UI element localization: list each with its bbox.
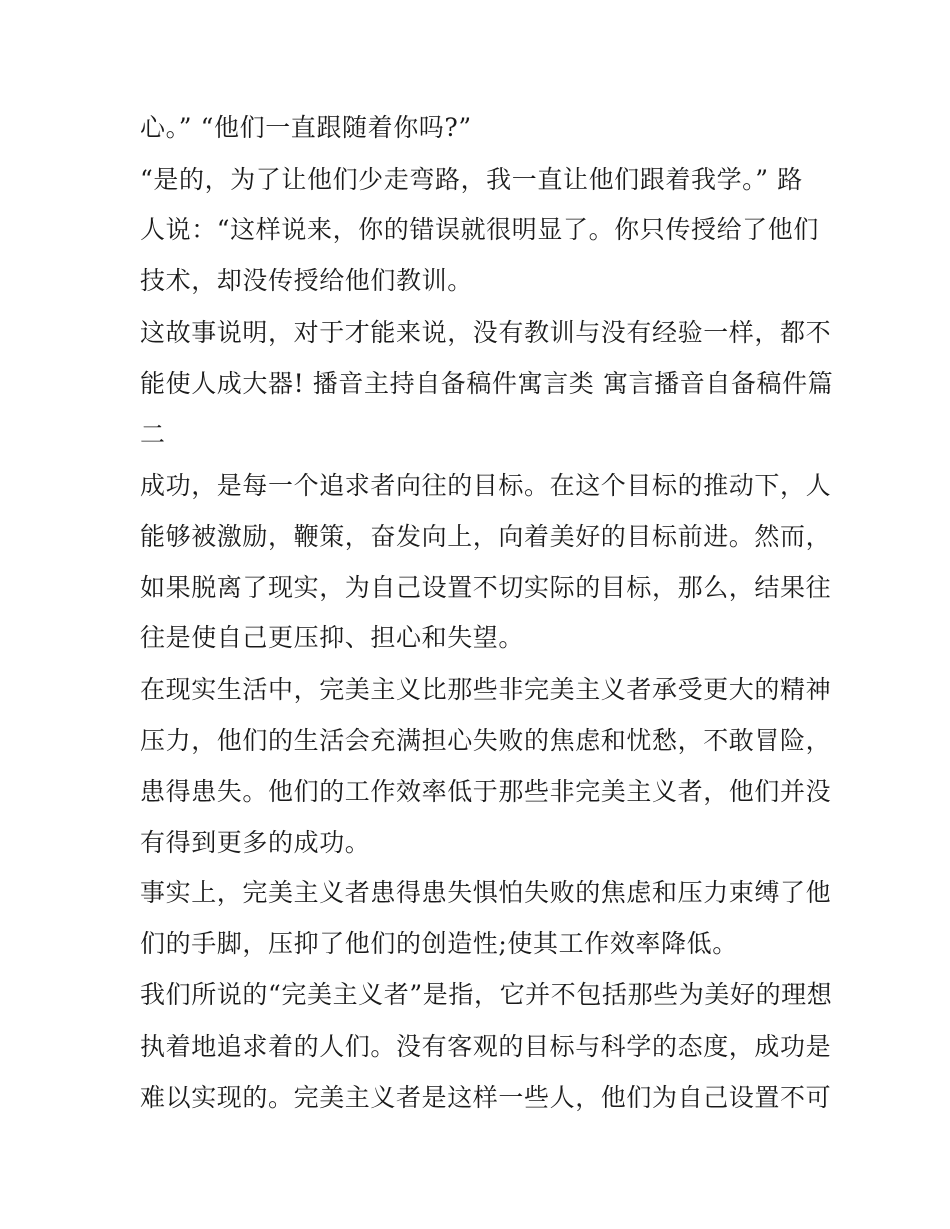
text-line: 我们所说的“完美主义者”是指，它并不包括那些为美好的理想 — [140, 980, 833, 1009]
text-line: 心。” “他们一直跟随着你吗?” — [140, 113, 472, 142]
text-line: 难以实现的。完美主义者是这样一些人，他们为自己设置不可 — [140, 1083, 832, 1112]
text-line: 能够被激励，鞭策，奋发向上，向着美好的目标前进。然而， — [140, 522, 832, 551]
text-line: 执着地追求着的人们。没有客观的目标与科学的态度，成功是 — [140, 1032, 832, 1061]
text-line: 们的手脚，压抑了他们的创造性;使其工作效率降低。 — [140, 929, 738, 958]
text-line: 压力，他们的生活会充满担心失败的焦虑和忧愁，不敢冒险， — [140, 726, 832, 755]
text-line: 人说：“这样说来，你的错误就很明显了。你只传授给了他们 — [140, 215, 819, 244]
text-line: 事实上，完美主义者患得患失惧怕失败的焦虑和压力束缚了他 — [140, 878, 832, 907]
text-line: “是的，为了让他们少走弯路，我一直让他们跟着我学。” 路 — [140, 165, 803, 194]
text-line: 在现实生活中，完美主义比那些非完美主义者承受更大的精神 — [140, 675, 832, 704]
text-line: 成功，是每一个追求者向往的目标。在这个目标的推动下，人 — [140, 471, 832, 500]
text-line: 如果脱离了现实，为自己设置不切实际的目标，那么，结果往 — [140, 573, 832, 602]
text-line: 能使人成大器! 播音主持自备稿件寓言类 寓言播音自备稿件篇 — [140, 369, 834, 398]
text-line: 有得到更多的成功。 — [140, 828, 371, 857]
text-line: 这故事说明，对于才能来说，没有教训与没有经验一样，都不 — [140, 318, 832, 347]
text-line: 技术，却没传授给他们教训。 — [140, 266, 473, 295]
text-line: 患得患失。他们的工作效率低于那些非完美主义者，他们并没 — [140, 777, 832, 806]
text-line: 往是使自己更压抑、担心和失望。 — [140, 623, 525, 652]
text-line: 二 — [140, 420, 166, 449]
